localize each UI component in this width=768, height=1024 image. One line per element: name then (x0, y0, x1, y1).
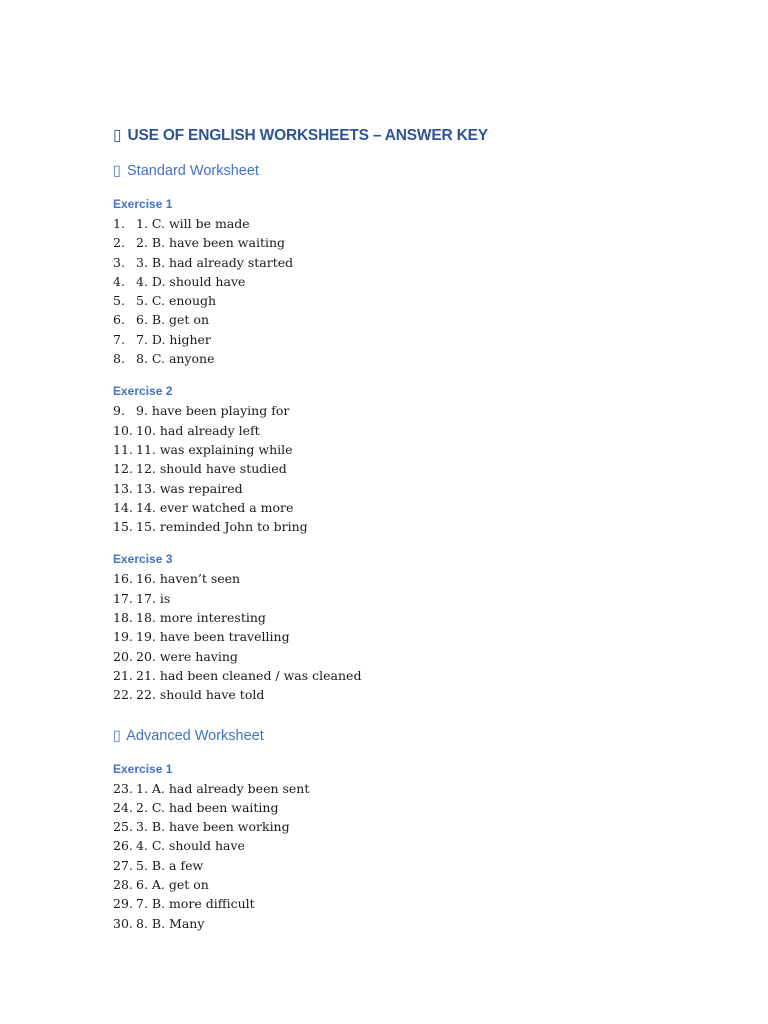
answer-text: 10. had already left (136, 422, 260, 438)
list-item (113, 459, 713, 478)
answer-text: 16. haven’t seen (136, 571, 241, 587)
answer-text: 6. B. get on (136, 312, 210, 328)
section-heading (113, 161, 713, 181)
list-number: 2. (113, 235, 125, 251)
list-number: 17. (113, 590, 133, 606)
list-item (113, 608, 713, 627)
answer-text: 4. D. should have (136, 273, 246, 289)
answer-text: 7. D. higher (136, 331, 211, 347)
list-number: 26. (113, 838, 133, 854)
answer-text: 17. is (136, 590, 171, 606)
document-title (113, 126, 713, 146)
answer-list (113, 214, 713, 368)
answer-text: 1. A. had already been sent (136, 780, 310, 796)
list-number: 15. (113, 519, 133, 535)
list-number: 9. (113, 403, 125, 419)
answer-text: 5. B. a few (136, 857, 204, 873)
list-item (113, 253, 713, 272)
list-item (113, 233, 713, 252)
list-item (113, 421, 713, 440)
list-number: 1. (113, 216, 125, 231)
list-item (113, 856, 713, 875)
answer-text: 1. C. will be made (136, 216, 250, 231)
missing-glyph-icon: ▯ (113, 727, 121, 744)
list-item (113, 272, 713, 291)
list-number: 12. (113, 461, 133, 477)
list-item (113, 685, 713, 704)
answer-text: 20. were having (136, 648, 238, 664)
list-item (113, 627, 713, 646)
list-number: 21. (113, 667, 133, 683)
list-item (113, 836, 713, 855)
answer-text: 5. C. enough (136, 293, 217, 309)
answer-text: 22. should have told (136, 687, 265, 703)
answer-text: 4. C. should have (136, 838, 245, 854)
list-item (113, 569, 713, 588)
list-number: 7. (113, 331, 125, 347)
list-number: 8. (113, 351, 125, 367)
answer-text: 11. was explaining while (136, 441, 293, 457)
list-item (113, 479, 713, 498)
list-item (113, 310, 713, 329)
answer-text: 6. A. get on (136, 877, 209, 893)
answer-text: 3. B. have been working (136, 819, 290, 835)
list-item (113, 498, 713, 517)
list-item (113, 914, 713, 933)
list-item (113, 401, 713, 420)
list-number: 24. (113, 799, 133, 815)
exercise-heading: Exercise 1 (113, 197, 173, 211)
list-item (113, 440, 713, 459)
list-number: 29. (113, 896, 133, 912)
answer-text: 19. have been travelling (136, 629, 290, 645)
list-number: 23. (113, 780, 133, 796)
answer-text: 9. have been playing for (136, 403, 290, 419)
exercise-heading: Exercise 2 (113, 384, 173, 399)
answer-text: 3. B. had already started (136, 254, 294, 270)
answer-list (113, 569, 713, 704)
answer-text: 18. more interesting (136, 610, 266, 626)
answer-text: 15. reminded John to bring (136, 519, 308, 535)
missing-glyph-icon: ▯ (113, 163, 121, 179)
section-heading-text: Advanced Worksheet (126, 727, 264, 744)
list-item (113, 517, 713, 536)
answer-text: 12. should have studied (136, 461, 287, 477)
exercise-heading: Exercise 3 (113, 552, 173, 567)
answer-list (113, 401, 713, 536)
list-number: 28. (113, 877, 133, 893)
document-body (113, 126, 713, 933)
answer-text: 14. ever watched a more (136, 499, 294, 515)
missing-glyph-icon: ▯ (113, 127, 122, 144)
answer-text: 8. C. anyone (136, 351, 215, 367)
list-item (113, 817, 713, 836)
list-number: 6. (113, 312, 125, 328)
section-heading-text: Standard Worksheet (127, 163, 259, 179)
answer-text: 2. B. have been waiting (136, 235, 286, 251)
list-number: 27. (113, 857, 133, 873)
answer-text: 7. B. more difficult (136, 896, 255, 912)
list-number: 14. (113, 499, 133, 515)
section-heading (113, 726, 713, 746)
list-item (113, 349, 713, 368)
list-item (113, 589, 713, 608)
answer-text: 8. B. Many (136, 915, 205, 931)
list-item (113, 214, 713, 233)
list-item (113, 894, 713, 913)
list-number: 19. (113, 629, 133, 645)
answer-text: 13. was repaired (136, 480, 243, 496)
answer-list (113, 779, 713, 933)
list-number: 11. (113, 441, 133, 457)
list-item (113, 291, 713, 310)
list-number: 22. (113, 687, 133, 703)
list-number: 16. (113, 571, 133, 587)
list-item (113, 330, 713, 349)
list-number: 10. (113, 422, 133, 438)
list-item (113, 875, 713, 894)
list-item (113, 779, 713, 798)
list-item (113, 798, 713, 817)
answer-text: 21. had been cleaned / was cleaned (136, 667, 362, 683)
list-number: 13. (113, 480, 133, 496)
list-item (113, 666, 713, 685)
list-number: 20. (113, 648, 133, 664)
list-item (113, 647, 713, 666)
list-number: 3. (113, 254, 125, 270)
list-number: 4. (113, 273, 125, 289)
list-number: 30. (113, 915, 133, 931)
document-title-text: USE OF ENGLISH WORKSHEETS – ANSWER KEY (127, 127, 488, 144)
list-number: 25. (113, 819, 133, 835)
exercise-heading: Exercise 1 (113, 761, 173, 776)
list-number: 5. (113, 293, 125, 309)
sections-container (113, 161, 713, 933)
answer-text: 2. C. had been waiting (136, 799, 279, 815)
list-number: 18. (113, 610, 133, 626)
